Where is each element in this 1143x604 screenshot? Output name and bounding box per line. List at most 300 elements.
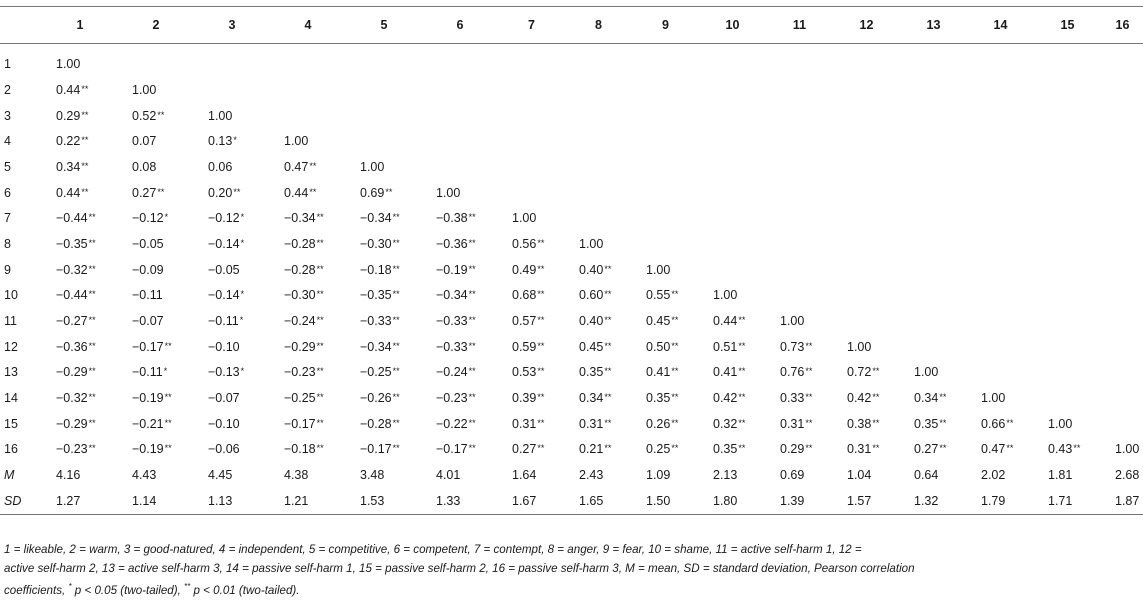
significance-marker: ** [309, 160, 317, 171]
table-cell [967, 103, 1034, 129]
table-cell [42, 308, 118, 334]
significance-marker: ** [392, 237, 400, 248]
table-cell [194, 360, 270, 386]
table-cell [833, 180, 900, 206]
table-cell [118, 437, 194, 463]
table-cell: −0.06 [208, 442, 240, 457]
significance-marker: ** [81, 160, 89, 171]
table-cell [270, 437, 346, 463]
table-cell [422, 360, 498, 386]
row-label: 13 [4, 365, 18, 380]
table-cell [346, 308, 422, 334]
significance-marker: ** [81, 83, 89, 94]
cell-value: 0.27 [132, 185, 157, 200]
table-cell [967, 154, 1034, 180]
table-cell: 0.64 [914, 468, 939, 483]
significance-marker: ** [164, 417, 172, 428]
table-cell [833, 154, 900, 180]
cell-value: 0.44 [284, 185, 309, 200]
significance-marker: ** [316, 289, 324, 300]
cell-value: 0.66 [981, 416, 1006, 431]
table-cell: 1.80 [699, 488, 766, 514]
table-cell [766, 44, 833, 78]
table-cell [1034, 308, 1101, 334]
cell-value: −0.13 [208, 365, 240, 380]
table-cell [1034, 360, 1101, 386]
table-cell [833, 411, 900, 437]
table-cell [967, 334, 1034, 360]
table-cell [967, 411, 1034, 437]
cell-value: 0.13 [208, 134, 233, 149]
table-cell: 1.00 [56, 56, 81, 71]
table-cell [422, 128, 498, 154]
significance-marker: ** [392, 366, 400, 377]
table-cell [1101, 385, 1143, 411]
table-cell: 2.43 [579, 468, 604, 483]
column-header-2: 2 [118, 7, 194, 44]
table-cell: 1.00 [1048, 416, 1073, 431]
table-row [0, 205, 1143, 231]
cell-value: −0.32 [56, 262, 88, 277]
cell-value: 0.44 [56, 185, 81, 200]
table-row [0, 77, 1143, 103]
significance-marker: ** [316, 392, 324, 403]
table-cell [900, 283, 967, 309]
cell-value: −0.33 [436, 339, 468, 354]
table-cell [766, 103, 833, 129]
cell-value: −0.17 [436, 442, 468, 457]
table-cell [346, 385, 422, 411]
table-cell [42, 411, 118, 437]
significance-marker: ** [604, 392, 612, 403]
column-header-4: 4 [270, 7, 346, 44]
table-cell: 1.00 [847, 339, 872, 354]
cell-value: 0.40 [579, 314, 604, 329]
cell-value: 0.35 [579, 365, 604, 380]
cell-value: 0.69 [360, 185, 385, 200]
column-header-12: 12 [833, 7, 900, 44]
cell-value: −0.23 [436, 391, 468, 406]
table-cell [632, 77, 699, 103]
table-cell [766, 205, 833, 231]
table-cell [900, 180, 967, 206]
table-cell [42, 334, 118, 360]
table-cell: 1.00 [1115, 442, 1140, 457]
significance-marker: ** [392, 392, 400, 403]
table-cell [498, 334, 565, 360]
table-cell: 1.50 [632, 488, 699, 514]
significance-marker: ** [604, 263, 612, 274]
significance-marker: ** [88, 392, 96, 403]
significance-marker: ** [157, 186, 165, 197]
table-cell [270, 154, 346, 180]
cell-value: −0.12 [132, 211, 164, 226]
table-cell [766, 411, 833, 437]
table-cell: 2.68 [1115, 468, 1140, 483]
cell-value: 0.33 [780, 391, 805, 406]
table-cell [1101, 180, 1143, 206]
table-cell [42, 205, 118, 231]
cell-value: −0.18 [360, 262, 392, 277]
cell-value: −0.44 [56, 288, 88, 303]
table-row [0, 385, 1143, 411]
table-row [0, 257, 1143, 283]
table-cell [833, 103, 900, 129]
cell-value: 0.31 [512, 416, 537, 431]
table-row [0, 360, 1143, 386]
table-cell [632, 437, 699, 463]
table-cell [967, 257, 1034, 283]
cell-value: 0.40 [579, 262, 604, 277]
table-cell [900, 411, 967, 437]
table-cell: 1.39 [766, 488, 833, 514]
significance-marker: ** [671, 417, 679, 428]
table-cell [346, 180, 422, 206]
table-cell [766, 360, 833, 386]
significance-marker: ** [604, 340, 612, 351]
significance-marker: ** [738, 417, 746, 428]
table-cell [699, 437, 766, 463]
footnote-line-2: active self-harm 2, 13 = active self-harm 3, 14 = passive self-harm 1, 15 = passive self-harm 2, 16 = passive self-harm 3, M = mean, SD = standard deviation, Pearson correlation [4, 561, 915, 575]
table-cell: 1.13 [194, 488, 270, 514]
column-header-1: 1 [42, 7, 118, 44]
table-cell [632, 205, 699, 231]
table-cell [498, 128, 565, 154]
table-row [0, 334, 1143, 360]
table-cell [632, 44, 699, 78]
table-row [0, 128, 1143, 154]
table-cell [42, 103, 118, 129]
table-cell [1101, 334, 1143, 360]
cell-value: 0.73 [780, 339, 805, 354]
table-cell [118, 334, 194, 360]
table-cell: 1.00 [579, 236, 604, 251]
table-cell [632, 154, 699, 180]
table-cell [900, 308, 967, 334]
cell-value: −0.26 [360, 391, 392, 406]
column-header-9: 9 [632, 7, 699, 44]
cell-value: −0.24 [436, 365, 468, 380]
table-cell [1101, 308, 1143, 334]
cell-value: 0.45 [646, 314, 671, 329]
table-row [0, 308, 1143, 334]
significance-marker: * [240, 366, 245, 377]
table-cell: 1.00 [780, 314, 805, 329]
table-cell [1034, 334, 1101, 360]
table-cell [422, 334, 498, 360]
table-cell [118, 385, 194, 411]
table-cell [565, 103, 632, 129]
cell-value: −0.32 [56, 391, 88, 406]
significance-marker: ** [468, 443, 476, 454]
significance-marker: * [239, 315, 244, 326]
table-cell [270, 308, 346, 334]
table-cell: 0.69 [780, 468, 805, 483]
table-cell [42, 360, 118, 386]
table-cell: 3.48 [360, 468, 385, 483]
table-footnote [4, 541, 1139, 600]
table-row [0, 231, 1143, 257]
cell-value: 0.47 [284, 159, 309, 174]
table-cell [632, 180, 699, 206]
table-cell [766, 257, 833, 283]
significance-marker: ** [872, 443, 880, 454]
significance-marker: ** [88, 212, 96, 223]
row-label: 10 [4, 288, 18, 303]
cell-value: −0.28 [360, 416, 392, 431]
significance-marker: ** [88, 263, 96, 274]
table-cell [346, 257, 422, 283]
table-row [0, 180, 1143, 206]
cell-value: −0.30 [284, 288, 316, 303]
table-cell [699, 308, 766, 334]
table-cell [498, 103, 565, 129]
table-cell [967, 231, 1034, 257]
cell-value: −0.34 [436, 288, 468, 303]
table-cell [565, 411, 632, 437]
significance-marker: ** [468, 237, 476, 248]
table-cell: 1.00 [436, 185, 461, 200]
significance-marker: ** [604, 289, 612, 300]
table-cell [42, 180, 118, 206]
table-cell [565, 334, 632, 360]
table-cell [346, 205, 422, 231]
table-cell [967, 44, 1034, 78]
significance-marker: ** [88, 366, 96, 377]
cell-value: −0.12 [208, 211, 240, 226]
cell-value: 0.29 [56, 108, 81, 123]
significance-marker: ** [468, 417, 476, 428]
table-cell [42, 257, 118, 283]
table-cell [967, 437, 1034, 463]
cell-value: 0.47 [981, 442, 1006, 457]
footnote-text-b: p < 0.05 (two-tailed), [71, 583, 185, 597]
significance-marker: * [240, 212, 245, 223]
significance-marker: ** [88, 443, 96, 454]
table-cell [194, 231, 270, 257]
table-cell [833, 128, 900, 154]
table-cell [1101, 128, 1143, 154]
table-cell [967, 283, 1034, 309]
table-cell [346, 411, 422, 437]
column-header-6: 6 [422, 7, 498, 44]
table-cell [1101, 205, 1143, 231]
cell-value: 0.32 [713, 416, 738, 431]
table-cell: −0.07 [208, 391, 240, 406]
table-cell [1034, 44, 1101, 78]
table-cell [833, 231, 900, 257]
table-cell [900, 44, 967, 78]
table-cell [565, 360, 632, 386]
table-cell: 1.00 [360, 159, 385, 174]
table-cell [1034, 103, 1101, 129]
table-cell [900, 205, 967, 231]
table-cell [118, 360, 194, 386]
table-row [0, 411, 1143, 437]
significance-marker: * [240, 289, 245, 300]
table-cell: 0.06 [208, 159, 233, 174]
table-cell: 1.87 [1101, 488, 1143, 514]
significance-marker: ** [604, 417, 612, 428]
cell-value: 0.68 [512, 288, 537, 303]
table-cell: −0.05 [132, 236, 164, 251]
cell-value: −0.21 [132, 416, 164, 431]
table-row [0, 103, 1143, 129]
table-cell [833, 283, 900, 309]
table-cell [766, 128, 833, 154]
table-cell [498, 77, 565, 103]
significance-marker: ** [671, 315, 679, 326]
column-header-8: 8 [565, 7, 632, 44]
table-cell [498, 308, 565, 334]
table-cell [498, 437, 565, 463]
column-header-13: 13 [900, 7, 967, 44]
cell-value: 0.52 [132, 108, 157, 123]
column-header-5: 5 [346, 7, 422, 44]
table-cell [270, 283, 346, 309]
table-cell [346, 283, 422, 309]
significance-marker: ** [671, 366, 679, 377]
significance-marker: ** [316, 212, 324, 223]
table-cell [1034, 180, 1101, 206]
cell-value: 0.34 [914, 391, 939, 406]
table-cell: −0.05 [208, 262, 240, 277]
cell-value: −0.30 [360, 236, 392, 251]
table-cell [118, 205, 194, 231]
significance-marker: ** [805, 392, 813, 403]
significance-marker: ** [468, 212, 476, 223]
table-cell: 1.00 [713, 288, 738, 303]
significance-marker: ** [805, 340, 813, 351]
table-cell [346, 231, 422, 257]
table-cell [422, 77, 498, 103]
significance-marker: ** [309, 186, 317, 197]
table-cell [565, 128, 632, 154]
table-cell [967, 128, 1034, 154]
cell-value: −0.22 [436, 416, 468, 431]
cell-value: −0.36 [436, 236, 468, 251]
table-cell [632, 231, 699, 257]
significance-marker: ** [468, 263, 476, 274]
significance-marker: ** [1006, 443, 1014, 454]
table-cell [967, 77, 1034, 103]
table-cell: −0.07 [132, 314, 164, 329]
table-cell [194, 205, 270, 231]
cell-value: 0.57 [512, 314, 537, 329]
table-cell [194, 283, 270, 309]
significance-marker: ** [316, 443, 324, 454]
significance-marker: * [240, 237, 245, 248]
table-cell [766, 437, 833, 463]
cell-value: −0.33 [436, 314, 468, 329]
table-cell [1101, 257, 1143, 283]
table-cell [1101, 77, 1143, 103]
table-cell [270, 77, 346, 103]
table-cell: 1.00 [284, 134, 309, 149]
cell-value: 0.44 [56, 82, 81, 97]
table-cell [900, 77, 967, 103]
table-cell [194, 180, 270, 206]
table-cell: 2.02 [981, 468, 1006, 483]
row-label: 4 [4, 134, 11, 149]
significance-marker: ** [738, 315, 746, 326]
cell-value: −0.28 [284, 236, 316, 251]
table-cell [346, 334, 422, 360]
significance-marker: ** [468, 289, 476, 300]
table-cell [900, 257, 967, 283]
table-cell [270, 205, 346, 231]
table-cell [565, 257, 632, 283]
column-header-7: 7 [498, 7, 565, 44]
cell-value: −0.35 [56, 236, 88, 251]
footnote-text-a: coefficients, [4, 583, 69, 597]
significance-marker: ** [738, 340, 746, 351]
table-cell [498, 411, 565, 437]
significance-marker: ** [939, 443, 947, 454]
table-cell: 4.01 [436, 468, 461, 483]
table-cell [565, 154, 632, 180]
table-cell [900, 103, 967, 129]
table-cell [900, 385, 967, 411]
cell-value: 0.53 [512, 365, 537, 380]
table-cell [42, 385, 118, 411]
table-cell [270, 257, 346, 283]
table-cell [42, 154, 118, 180]
significance-marker: * [164, 212, 169, 223]
corner-cell [0, 7, 42, 44]
table-cell [766, 154, 833, 180]
row-label: 1 [4, 56, 11, 71]
column-header-15: 15 [1034, 7, 1101, 44]
table-cell [1034, 231, 1101, 257]
significance-marker: ** [392, 315, 400, 326]
table-cell: 1.64 [512, 468, 537, 483]
table-cell: 1.53 [346, 488, 422, 514]
table-cell [270, 360, 346, 386]
column-header-16: 16 [1101, 7, 1143, 44]
cell-value: 0.27 [914, 442, 939, 457]
table-cell: −0.10 [208, 339, 240, 354]
cell-value: −0.17 [284, 416, 316, 431]
cell-value: 0.72 [847, 365, 872, 380]
significance-marker: ** [805, 417, 813, 428]
table-cell [699, 334, 766, 360]
table-cell [498, 154, 565, 180]
table-cell [833, 257, 900, 283]
table-cell [565, 437, 632, 463]
table-cell [118, 411, 194, 437]
table-cell [270, 103, 346, 129]
cell-value: 0.56 [512, 236, 537, 251]
significance-marker: ** [316, 315, 324, 326]
table-cell [270, 231, 346, 257]
table-cell: 4.16 [56, 468, 81, 483]
table-cell [632, 411, 699, 437]
table-cell [967, 180, 1034, 206]
significance-marker: ** [671, 443, 679, 454]
significance-marker: ** [316, 366, 324, 377]
table-cell: 1.04 [847, 468, 872, 483]
significance-marker: ** [537, 417, 545, 428]
row-label: SD [0, 488, 42, 514]
table-cell [699, 231, 766, 257]
table-cell [833, 44, 900, 78]
cell-value: 0.41 [713, 365, 738, 380]
table-cell [833, 385, 900, 411]
significance-marker: ** [537, 392, 545, 403]
table-cell [565, 385, 632, 411]
significance-marker: ** [738, 443, 746, 454]
